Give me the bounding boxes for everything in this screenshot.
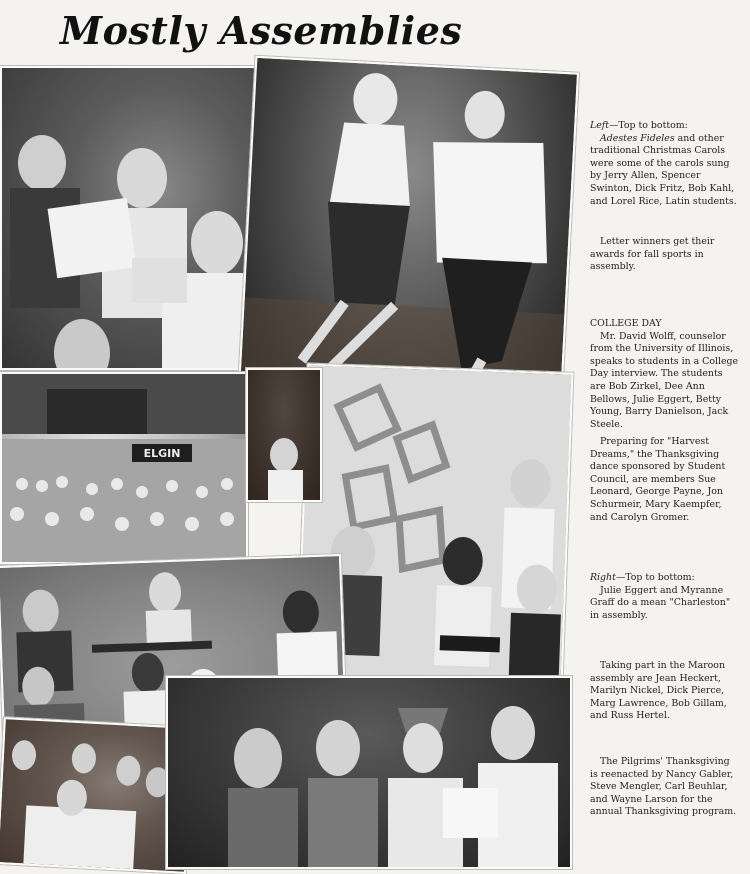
caption-charleston — [590, 572, 740, 622]
maroon-text: Taking part in the Maroon assembly are Jean Heckert, Marilyn Nickel, Dick Pierce, Marg Lawrence, Bob Gillam, and Russ Hertel. — [590, 660, 727, 722]
maroon-assembly-photo — [246, 368, 322, 502]
carols-italic-lead: Adestes Fideles — [600, 132, 675, 144]
carol-singers-photo — [0, 66, 266, 370]
caption-college-day — [590, 318, 740, 431]
pilgrims-costume-photo — [166, 676, 572, 869]
caption-letter-winners — [590, 236, 740, 274]
caption-direction-right-suffix: —Top to bottom: — [615, 572, 695, 583]
caption-direction-left-suffix: —Top to bottom: — [609, 120, 688, 131]
pilgrims-figures-right — [168, 678, 570, 867]
college-day-heading: COLLEGE DAY — [590, 318, 662, 329]
assembly-hall-scene — [2, 374, 246, 562]
pilgrims-figures-left — [0, 719, 192, 872]
stage-banner: ELGIN — [143, 447, 181, 460]
caption-harvest — [590, 436, 740, 524]
caption-carols — [590, 120, 740, 208]
caption-pilgrims — [590, 756, 740, 819]
letter-winners-text: Letter winners get their awards for fall sports in assembly. — [590, 236, 715, 273]
carols-text: and other traditional Christmas Carols were some of the carols sung by Jerry Allen, Spencer Swinton, Dick Fritz, Bob Kahl, and Lorel Rice, Latin students. — [590, 132, 737, 207]
pilgrims-photo — [0, 717, 194, 874]
pilgrims-text: The Pilgrims' Thanksgiving is reenacted by Nancy Gabler, Steve Mengler, Carl Beuhlar, and Wayne Larson for the annual Thanksgiving program. — [590, 756, 737, 818]
letter-winners-photo — [0, 372, 248, 564]
page-title: Mostly Assemblies — [60, 8, 463, 53]
caption-direction-right: Right — [590, 572, 616, 583]
charleston-text: Julie Eggert and Myranne Graff do a mean "Charleston" in assembly. — [590, 584, 731, 621]
carol-singers-figures — [2, 68, 264, 368]
maroon-assembly-figures — [248, 370, 320, 500]
college-day-text: Mr. David Wolff, counselor from the University of Illinois, speaks to students in a College Day interview. The students are Bob Zirkel, Dee Ann Bellows, Julie Eggert, Betty Young, Barry Danielson, Jack Steele. — [590, 330, 739, 430]
caption-maroon — [590, 660, 740, 723]
harvest-text: Preparing for "Harvest Dreams," the Thanksgiving dance sponsored by Student Council, are members Sue Leonard, George Payne, Jon Schurmeir, Mary Kaempfer, and Carolyn Gromer. — [590, 436, 726, 523]
caption-direction-left: Left — [590, 120, 610, 131]
